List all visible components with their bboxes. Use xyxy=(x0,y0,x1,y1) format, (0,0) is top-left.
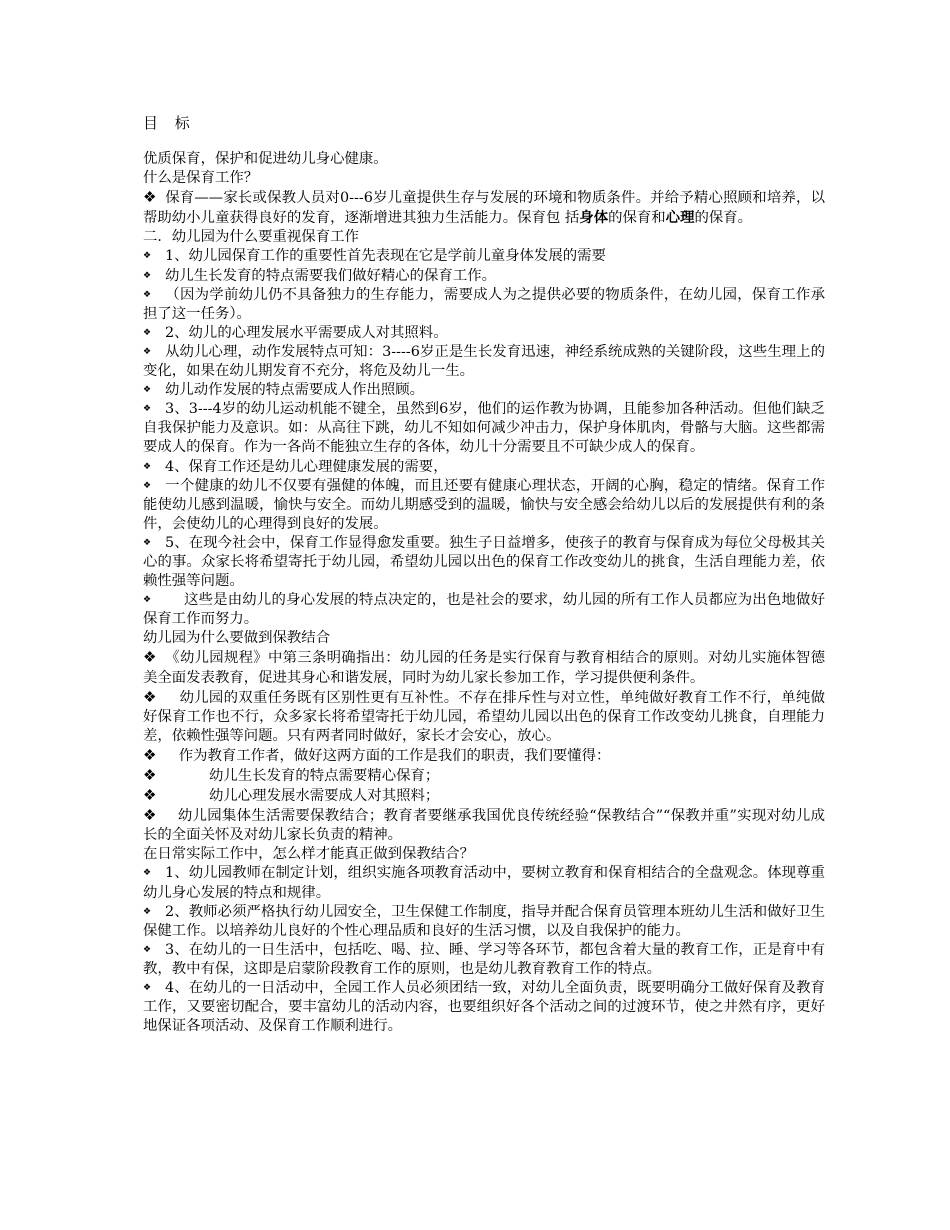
paragraph-item: ❖ 幼儿园的双重任务既有区别性更有互补性。不存在排斥性与对立性，单纯做好教育工作不行，单纯做好保育工作也不行，众多家长将希望寄托于幼儿园，希望幼儿园以出色的保育工作改变幼儿挑食，自理能力差，依赖性强等问题。只有两者同时做好，家长才会安心，放心。 xyxy=(143,687,825,744)
diamond-bullet-icon: ❖ xyxy=(143,745,157,764)
section-heading-2: 二．幼儿园为什么要重视保育工作 xyxy=(143,229,359,246)
paragraph-item: ❖ 4、保育工作还是幼儿心理健康发展的需要， xyxy=(143,458,825,477)
definition-paragraph: ❖ 保育——家长或保教人员对0---6岁儿童提供生存与发展的环境和物质条件。并给予精心照顾和培养，以帮助幼小儿童获得良好的发育，逐渐增进其独力生活能力。保育包 括身体的保育和心理的保育。 xyxy=(143,188,825,227)
paragraph-item: ❖ 3、3---4岁的幼儿运动机能不键全，虽然到6岁，他们的运作教为协调，且能参加各种活动。但他们缺乏自我保护能力及意识。如：从高往下跳，幼儿不知如何减少冲击力，保护身体肌肉，骨骼与大脑。这些都需要成人的保育。作为一各尚不能独立生存的各体，幼儿十分需要且不可缺少成人的保育。 xyxy=(143,401,825,456)
paragraph-item: ❖ 从幼儿心理，动作发展特点可知：3----6岁正是生长发育迅速，神经系统成熟的关键阶段，这些生理上的变化，如果在幼儿期发育不充分，将危及幼儿一生。 xyxy=(143,343,825,380)
paragraph-item: ❖ 幼儿园集体生活需要保教结合；教育者要继承我国优良传统经验“保教结合”“保教并重”实现对幼儿成长的全面关怀及对幼儿家长负责的精神。 xyxy=(143,806,825,844)
diamond-bullet-icon: ❖ xyxy=(143,346,152,357)
diamond-bullet-icon: ❖ xyxy=(143,766,157,784)
question-what-is-care: 什么是保育工作？ xyxy=(143,170,259,187)
paragraph-item: ❖ 这些是由幼儿的身心发展的特点决定的，也是社会的要求，幼儿园的所有工作人员都应为出色地做好保育工作而努力。 xyxy=(143,592,825,628)
diamond-bullet-icon: ❖ xyxy=(143,289,152,300)
paragraph-item: ❖ 2、教师必须严格执行幼儿园安全，卫生保健工作制度，指导并配合保育员管理本班幼儿生活和做好卫生保健工作。以培养幼儿良好的个性心理品质和良好的生活习惯，以及自我保护的能力。 xyxy=(143,903,825,939)
paragraph-item: ❖ 5、在现今社会中，保育工作显得愈发重要。独生子日益增多，使孩子的教育与保育成为每位父母极其关心的事。众家长将希望寄托于幼儿园，希望幼儿园以出色的保育工作改变幼儿的挑食，生活自理能力差，依赖性强等问题。 xyxy=(143,534,825,590)
diamond-bullet-icon: ❖ xyxy=(143,327,152,338)
paragraph-item: ❖ （因为学前幼儿仍不具备独力的生存能力，需要成人为之提供必要的物质条件，在幼儿园，保育工作承担了这一任务）。 xyxy=(143,286,825,322)
diamond-bullet-icon: ❖ xyxy=(143,188,157,207)
diamond-bullet-icon: ❖ xyxy=(143,404,152,415)
paragraph-item: ❖ 1、幼儿园教师在制定计划，组织实施各项教育活动中，要树立教育和保育相结合的全盘观念。体现尊重幼儿身心发展的特点和规律。 xyxy=(143,865,825,901)
diamond-bullet-icon: ❖ xyxy=(143,537,152,548)
paragraph-item: ❖ 1、幼儿园保育工作的重要性首先表现在它是学前儿童身体发展的需要 xyxy=(143,247,825,266)
diamond-bullet-icon: ❖ xyxy=(143,687,157,706)
diamond-bullet-icon: ❖ xyxy=(143,786,157,805)
diamond-bullet-icon: ❖ xyxy=(143,806,157,825)
paragraph-item: ❖ 《幼儿园规程》中第三条明确指出：幼儿园的任务是实行保育与教育相结合的原则。对幼儿实施体智德美全面发表教育，促进其身心和谐发展，同时为幼儿家长参加工作，学习提供便利条件。 xyxy=(143,648,825,686)
paragraph-item: ❖ 作为教育工作者，做好这两方面的工作是我们的职责，我们要懂得： xyxy=(143,745,611,764)
paragraph-item: ❖ 4、在幼儿的一日活动中，全园工作人员必须团结一致，对幼儿全面负责，既要明确分工做好保育及教育工作，又要密切配合，要丰富幼儿的活动内容，也要组织好各个活动之间的过渡环节，使之井然有序，更好地保证各项活动、及保育工作顺利进行。 xyxy=(143,980,825,1035)
diamond-bullet-icon: ❖ xyxy=(143,868,152,879)
section-heading-3: 幼儿园为什么要做到保教结合 xyxy=(143,630,331,647)
question-how-to-combine: 在日常实际工作中，怎么样才能真正做到保教结合？ xyxy=(143,846,474,863)
paragraph-item: ❖ 幼儿生长发育的特点需要我们做好精心的保育工作。 xyxy=(143,267,825,286)
paragraph-item: ❖ 2、幼儿的心理发展水平需要成人对其照料。 xyxy=(143,324,825,343)
document-page xyxy=(143,112,825,1036)
diamond-bullet-icon: ❖ xyxy=(143,461,152,472)
bold-body: 身体 xyxy=(579,209,609,227)
diamond-bullet-icon: ❖ xyxy=(143,480,152,491)
paragraph-item: ❖ 幼儿动作发展的特点需要成人作出照顾。 xyxy=(143,381,825,400)
paragraph-item: ❖ 一个健康的幼儿不仅要有强健的体魄，而且还要有健康心理状态，开阔的心胸，稳定的情绪。保育工作能使幼儿感到温暖，愉快与安全。而幼儿期感受到的温暖，愉快与安全感会给幼儿以后的发展提供有利的条件，会使幼儿的心理得到良好的发展。 xyxy=(143,477,825,532)
paragraph-item: ❖ 幼儿心理发展水需要成人对其照料； xyxy=(143,786,440,805)
bold-mind: 心理 xyxy=(665,209,695,227)
paragraph-item: ❖ 3、在幼儿的一日生活中，包括吃、喝、拉、睡、学习等各环节，都包含着大量的教育工作，正是育中有教，教中有保，这即是启蒙阶段教育工作的原则，也是幼儿教育教育工作的特点。 xyxy=(143,941,825,977)
goal-text: 优质保育，保护和促进幼儿身心健康。 xyxy=(143,151,388,167)
paragraph-item: ❖ 幼儿生长发育的特点需要精心保育； xyxy=(143,766,440,784)
diamond-bullet-icon: ❖ xyxy=(143,595,152,606)
doc-title: 目 标 xyxy=(143,114,196,132)
diamond-bullet-icon: ❖ xyxy=(143,385,152,396)
diamond-bullet-icon: ❖ xyxy=(143,944,152,955)
diamond-bullet-icon: ❖ xyxy=(143,648,157,667)
diamond-bullet-icon: ❖ xyxy=(143,983,152,994)
diamond-bullet-icon: ❖ xyxy=(143,906,152,917)
diamond-bullet-icon: ❖ xyxy=(143,251,152,262)
diamond-bullet-icon: ❖ xyxy=(143,270,152,281)
